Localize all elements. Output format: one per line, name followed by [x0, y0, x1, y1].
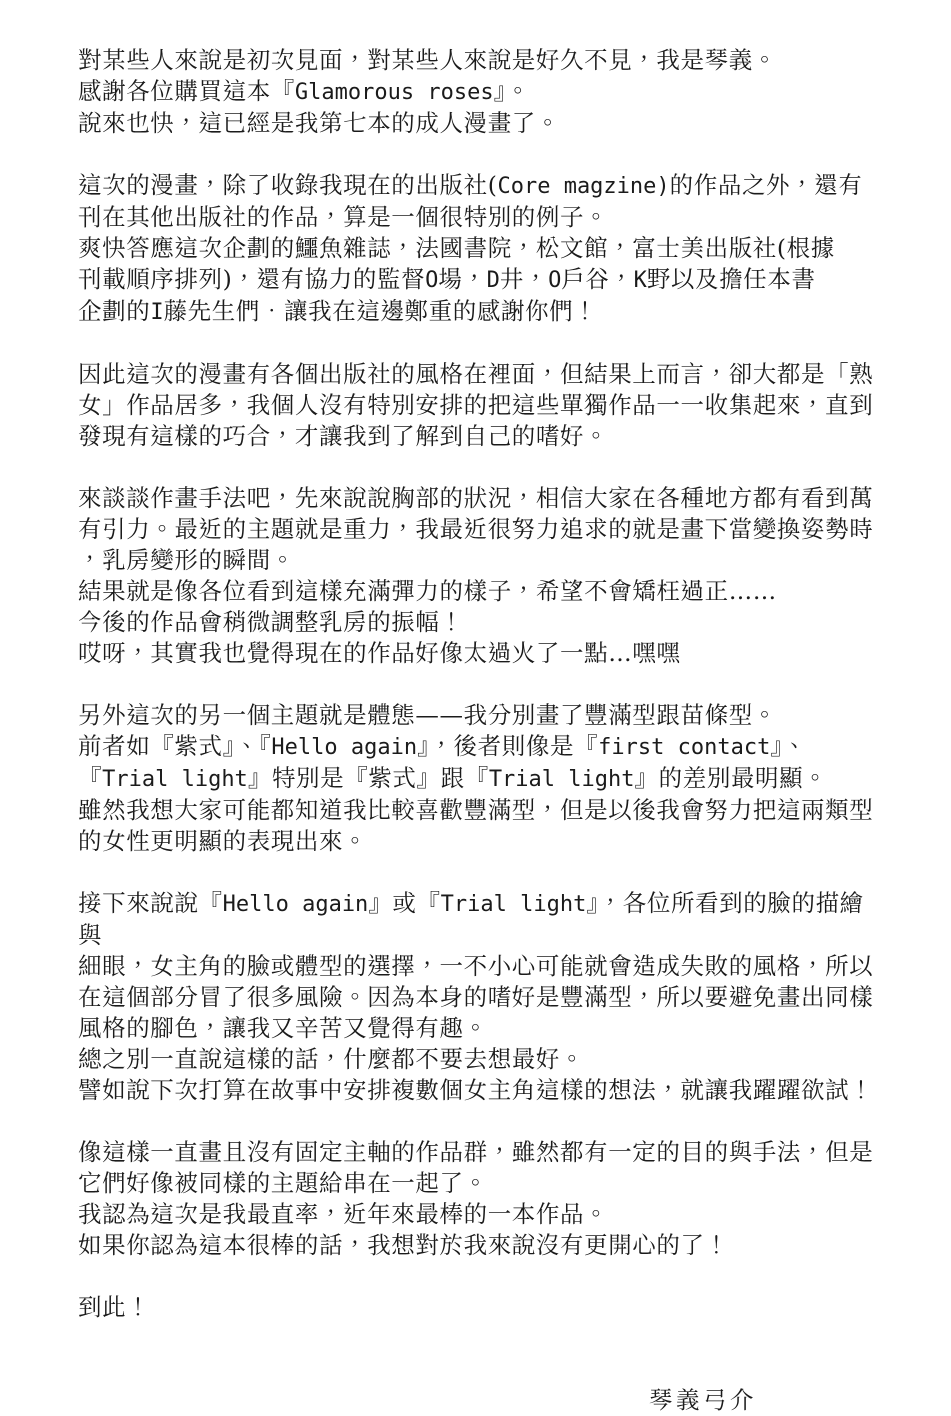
- text-line: ，乳房變形的瞬間。: [78, 546, 295, 574]
- text-line: 風格的腳色，讓我又辛苦又覺得有趣。: [78, 1014, 488, 1042]
- text-line: 結果就是像各位看到這樣充滿彈力的樣子，希望不會矯枉過正……: [78, 577, 777, 605]
- text-line: 在這個部分冒了很多風險。因為本身的嗜好是豐滿型，所以要避免畫出同樣: [78, 983, 874, 1011]
- paragraph-technique: [78, 483, 885, 669]
- text-line: 女」作品居多，我個人沒有特別安排的把這些單獨作品一一收集起來，直到: [78, 391, 874, 419]
- text-line: 今後的作品會稍微調整乳房的振幅！: [78, 608, 464, 636]
- text-line: 細眼，女主角的臉或體型的選擇，一不小心可能就會造成失敗的風格，所以: [78, 952, 874, 980]
- text-line: 這次的漫畫，除了收錄我現在的出版社(Core magzine)的作品之外，還有: [78, 171, 863, 199]
- text-line: 企劃的I藤先生們．讓我在這邊鄭重的感謝你們！: [78, 297, 598, 325]
- paragraph-faces: [78, 888, 885, 1106]
- paragraph-body-types: [78, 700, 885, 857]
- text-line: 有引力。最近的主題就是重力，我最近很努力追求的就是畫下當變換姿勢時: [78, 515, 874, 543]
- text-line: 刊在其他出版社的作品，算是一個很特別的例子。: [78, 203, 609, 231]
- paragraph-publishers: [78, 170, 885, 328]
- text-line: 接下來說說『Hello again』或『Trial light』，各位所看到的臉的描繪與: [78, 889, 864, 949]
- text-line: 另外這次的另一個主題就是體態——我分別畫了豐滿型跟苗條型。: [78, 701, 777, 729]
- afterword-body: [78, 45, 885, 1323]
- signature-block: [78, 1385, 885, 1416]
- text-line: 像這樣一直畫且沒有固定主軸的作品群，雖然都有一定的目的與手法，但是: [78, 1138, 874, 1166]
- text-line: 到此！: [78, 1293, 151, 1321]
- text-line: 譬如說下次打算在故事中安排複數個女主角這樣的想法，就讓我躍躍欲試！: [78, 1076, 874, 1104]
- text-line: 我認為這次是我最直率，近年來最棒的一本作品。: [78, 1200, 609, 1228]
- text-line: 如果你認為這本很棒的話，我想對於我來說沒有更開心的了！: [78, 1231, 729, 1259]
- text-line: 哎呀，其實我也覺得現在的作品好像太過火了一點…嘿嘿: [78, 639, 681, 667]
- text-line: 刊載順序排列)，還有協力的監督O場，D井，O戶谷，K野以及擔任本書: [78, 265, 816, 293]
- paragraph-closing: [78, 1292, 885, 1323]
- text-line: 因此這次的漫畫有各個出版社的風格在裡面，但結果上而言，卻大都是「熟: [78, 360, 874, 388]
- text-line: 發現有這樣的巧合，才讓我到了解到自己的嗜好。: [78, 422, 609, 450]
- paragraph-intro: [78, 45, 885, 139]
- text-line: 它們好像被同樣的主題給串在一起了。: [78, 1169, 488, 1197]
- text-line: 感謝各位購買這本『Glamorous roses』。: [78, 77, 531, 105]
- text-line: 的女性更明顯的表現出來。: [78, 827, 368, 855]
- text-line: 總之別一直說這樣的話，什麼都不要去想最好。: [78, 1045, 585, 1073]
- paragraph-conclusion: [78, 1137, 885, 1261]
- text-line: 對某些人來說是初次見面，對某些人來說是好久不見，我是琴義。: [78, 46, 777, 74]
- paragraph-styles: [78, 359, 885, 452]
- text-line: 雖然我想大家可能都知道我比較喜歡豐滿型，但是以後我會努力把這兩類型: [78, 796, 874, 824]
- text-line: 說來也快，這已經是我第七本的成人漫畫了。: [78, 109, 560, 137]
- text-line: 前者如『紫式』、『Hello again』，後者則像是『first contact』、: [78, 732, 807, 760]
- text-line: 『Trial light』特別是『紫式』跟『Trial light』的差別最明顯。: [78, 764, 828, 792]
- text-line: 爽快答應這次企劃的鱷魚雜誌，法國書院，松文館，富士美出版社(根據: [78, 234, 835, 262]
- author-signature: 琴義弓介: [649, 1386, 757, 1414]
- text-line: 來談談作畫手法吧，先來說說胸部的狀況，相信大家在各種地方都有看到萬: [78, 484, 874, 512]
